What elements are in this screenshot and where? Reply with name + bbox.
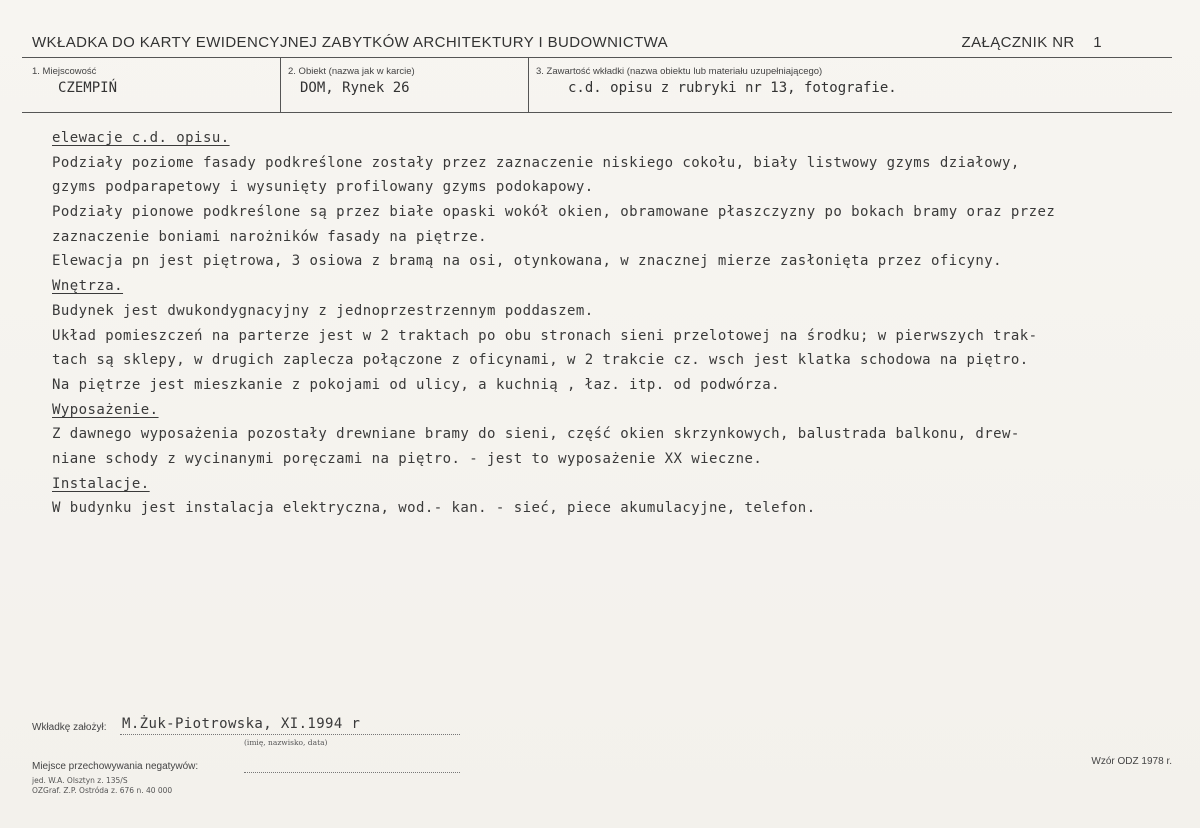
field-divider-1 — [280, 57, 281, 112]
object-value: DOM, Rynek 26 — [300, 80, 410, 96]
locality-label: 1. Miejscowość — [32, 66, 97, 77]
created-by-value: M.Żuk-Piotrowska, XI.1994 r — [122, 716, 361, 732]
header-top-rule — [22, 57, 1172, 58]
body-line: W budynku jest instalacja elektryczna, wod.- kan. - sieć, piece akumulacyjne, telefon. — [52, 500, 816, 517]
contents-label: 3. Zawartość wkładki (nazwa obiektu lub materiału uzupełniającego) — [536, 66, 823, 77]
print-info-line-1: jed. W.A. Olsztyn z. 135/S — [32, 776, 128, 785]
print-info-line-2: OZGraf. Z.P. Ostróda z. 676 n. 40 000 — [32, 786, 173, 795]
locality-value: CZEMPIŃ — [58, 80, 118, 96]
body-line: Na piętrze jest mieszkanie z pokojami od ulicy, a kuchnią , łaz. itp. od podwórza. — [52, 376, 781, 393]
body-line: Z dawnego wyposażenia pozostały drewniane bramy do sieni, część okien skrzynkowych, balustrada balkonu, drew- — [52, 426, 1020, 443]
body-line: Podziały pionowe podkreślone są przez białe opaski wokół okien, obramowane płaszczyzny po bokach bramy oraz przez — [52, 204, 1056, 221]
section-heading-furnishings: Wyposażenie. — [52, 401, 159, 418]
body-line: Układ pomieszczeń na parterze jest w 2 traktach po obu stronach sieni przelotowej na środku; w pierwszych trak- — [52, 327, 1038, 344]
attachment-number: 1 — [1093, 34, 1102, 51]
description-body — [52, 126, 1187, 521]
created-by-hint: (imię, nazwisko, data) — [244, 738, 328, 747]
object-label: 2. Obiekt (nazwa jak w karcie) — [288, 66, 415, 77]
negatives-storage-dotted-line — [244, 772, 460, 773]
section-heading-facades: elewacje c.d. opisu. — [52, 130, 230, 146]
attachment-label — [962, 34, 1102, 51]
body-line: zaznaczenie boniami narożników fasady na piętrze. — [52, 228, 488, 245]
body-line: Budynek jest dwukondygnacyjny z jednoprzestrzennym poddaszem. — [52, 302, 594, 319]
created-by-dotted-line — [120, 734, 460, 735]
created-by-label: Wkładkę założył: — [32, 722, 107, 733]
body-line: niane schody z wycinanymi poręczami na piętro. - jest to wyposażenie XX wieczne. — [52, 450, 763, 467]
attachment-text: ZAŁĄCZNIK NR — [961, 34, 1075, 51]
negatives-storage-label: Miejsce przechowywania negatywów: — [32, 761, 199, 772]
body-line: Podziały poziome fasady podkreślone zostały przez zaznaczenie niskiego cokołu, biały listwowy gzyms działowy, — [52, 154, 1020, 171]
section-heading-installations: Instalacje. — [52, 475, 150, 492]
contents-value: c.d. opisu z rubryki nr 13, fotografie. — [568, 80, 897, 96]
document-title: WKŁADKA DO KARTY EWIDENCYJNEJ ZABYTKÓW ARCHITEKTURY I BUDOWNICTWA — [32, 34, 669, 51]
form-template-label: Wzór ODZ 1978 r. — [1091, 756, 1172, 767]
body-line: gzyms podparapetowy i wysunięty profilowany gzyms podokapowy. — [52, 179, 594, 196]
body-line: tach są sklepy, w drugich zaplecza połączone z oficynami, w 2 trakcie cz. wsch jest klatka schodowa na piętro. — [52, 352, 1029, 369]
field-divider-2 — [528, 57, 529, 112]
body-line: Elewacja pn jest piętrowa, 3 osiowa z bramą na osi, otynkowana, w znacznej mierze zasłonięta przez oficyny. — [52, 253, 1003, 270]
header-bottom-rule — [22, 112, 1172, 113]
section-heading-interiors: Wnętrza. — [52, 278, 124, 295]
